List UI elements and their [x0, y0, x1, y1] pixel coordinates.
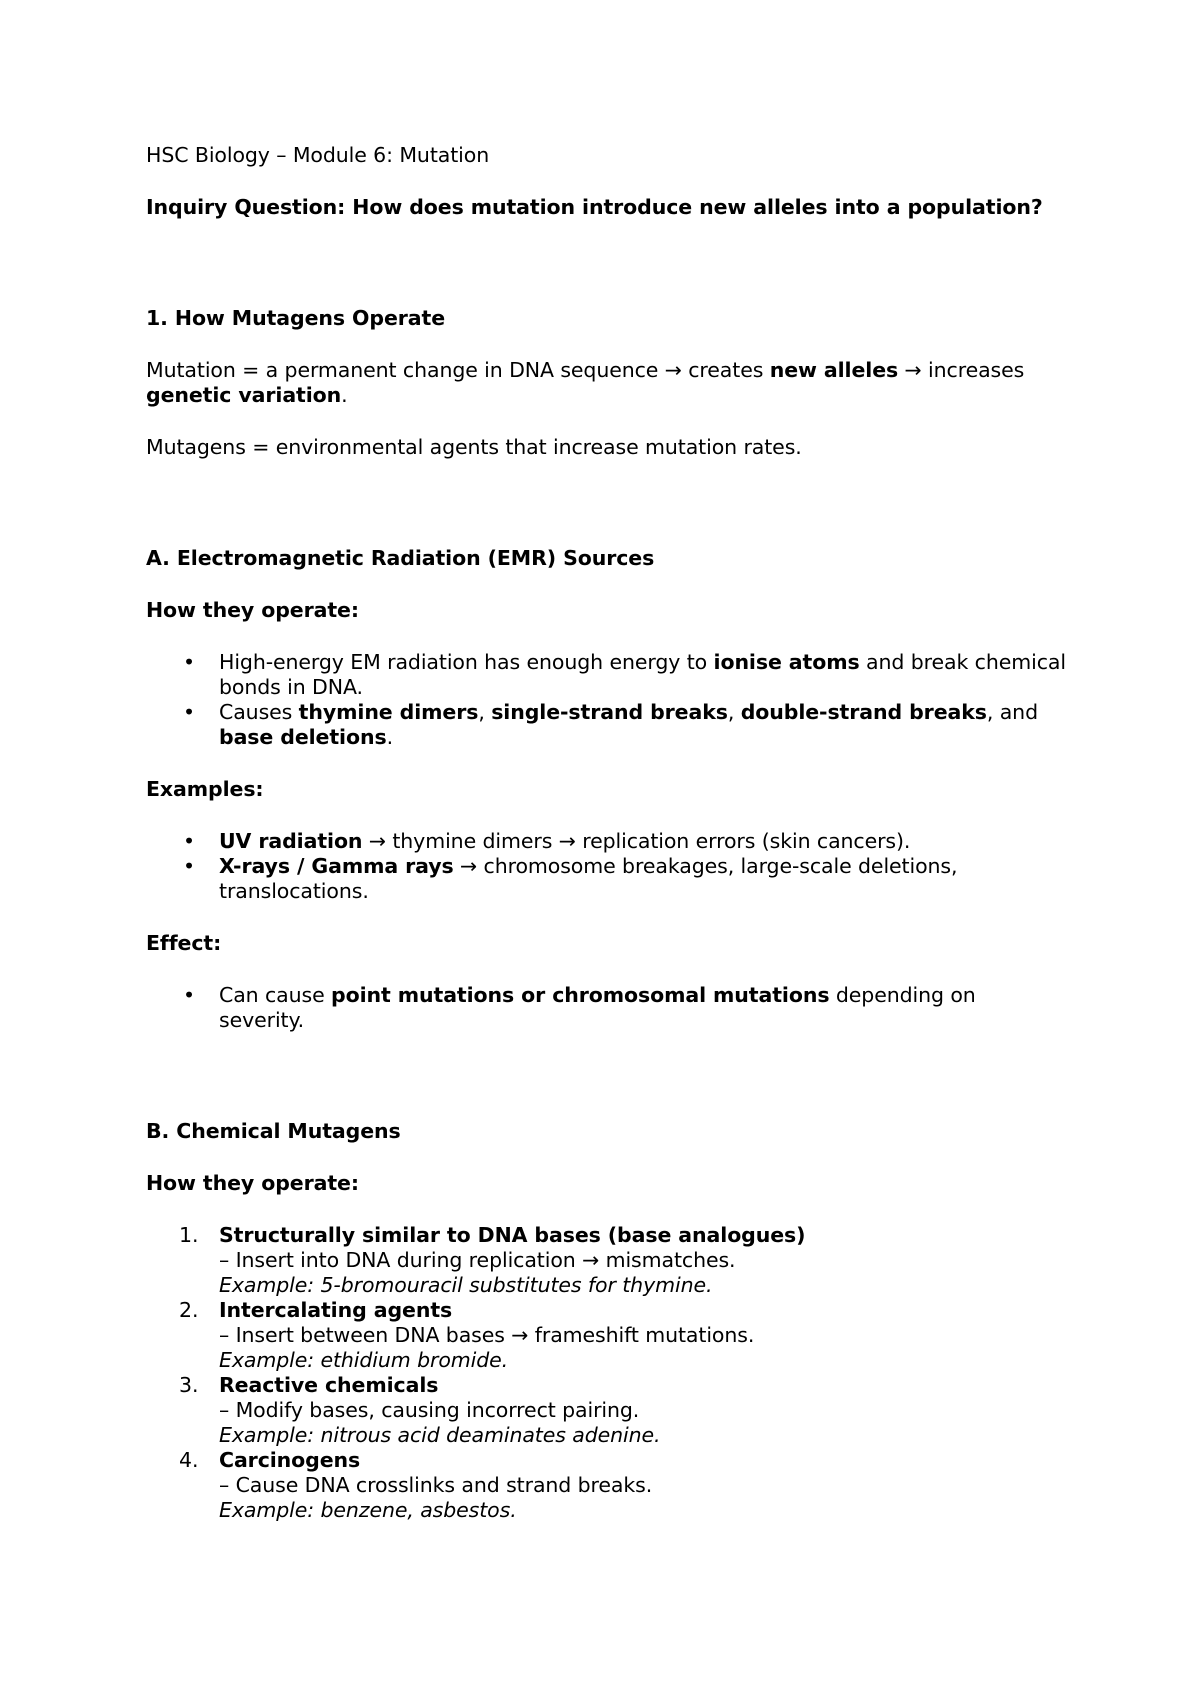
list-item-text: High-energy EM radiation has enough energy to — [219, 650, 714, 674]
list-item-desc: – Insert into DNA during replication → mismatches. — [219, 1248, 736, 1272]
list-item-text: , — [478, 700, 492, 724]
emr-examples-heading: Examples: — [146, 777, 264, 801]
section-heading-emr: A. Electromagnetic Radiation (EMR) Sources — [146, 546, 655, 570]
emr-effect-list — [146, 983, 1066, 1033]
chemical-list — [146, 1223, 1066, 1523]
section-heading-chemical: B. Chemical Mutagens — [146, 1119, 401, 1143]
list-item-example: Example: nitrous acid deaminates adenine. — [219, 1423, 661, 1447]
list-item-title: Structurally similar to DNA bases (base analogues) — [219, 1223, 806, 1247]
list-item-desc: – Insert between DNA bases → frameshift mutations. — [219, 1323, 755, 1347]
list-item-bold: point mutations or chromosomal mutations — [331, 983, 830, 1007]
list-item-bold: double-strand breaks — [740, 700, 987, 724]
list-item — [179, 1448, 1066, 1523]
list-number: 2. — [179, 1298, 199, 1322]
list-item-text: , — [727, 700, 741, 724]
list-item-text: → thymine dimers → replication errors (skin cancers). — [362, 829, 911, 853]
list-item-bold: thymine dimers — [298, 700, 479, 724]
list-item-text: Causes — [219, 700, 299, 724]
list-item-example: Example: benzene, asbestos. — [219, 1498, 517, 1522]
mutation-def-text: → increases — [898, 358, 1025, 382]
list-item-example: Example: ethidium bromide. — [219, 1348, 509, 1372]
mutation-def-bold: genetic variation — [146, 383, 342, 407]
list-item-text: and break chemical bonds in DNA. — [219, 650, 1066, 699]
mutagens-definition: Mutagens = environmental agents that increase mutation rates. — [146, 435, 802, 459]
list-item — [219, 829, 1066, 854]
list-number: 4. — [179, 1448, 199, 1472]
list-item — [179, 1373, 1066, 1448]
mutation-def-text: Mutation = a permanent change in DNA sequence → creates — [146, 358, 770, 382]
list-item-text: Can cause — [219, 983, 332, 1007]
document-page — [146, 143, 1066, 1523]
list-item-desc: – Modify bases, causing incorrect pairing. — [219, 1398, 640, 1422]
list-item — [219, 854, 1066, 904]
list-item-bold: X-rays / Gamma rays — [219, 854, 454, 878]
list-item-text: , and — [986, 700, 1038, 724]
list-item-text: → chromosome breakages, large-scale deletions, translocations. — [219, 854, 958, 903]
list-item — [179, 1223, 1066, 1298]
list-item-text: . — [386, 725, 393, 749]
chemical-how-heading: How they operate: — [146, 1171, 359, 1195]
list-item-bold: single-strand breaks — [491, 700, 728, 724]
list-item-bold: ionise atoms — [713, 650, 860, 674]
list-item — [179, 1298, 1066, 1373]
list-item — [219, 700, 1066, 750]
list-item-example: Example: 5-bromouracil substitutes for thymine. — [219, 1273, 713, 1297]
list-item-desc: – Cause DNA crosslinks and strand breaks. — [219, 1473, 653, 1497]
list-item-title: Intercalating agents — [219, 1298, 453, 1322]
emr-how-heading: How they operate: — [146, 598, 359, 622]
mutation-def-bold: new alleles — [769, 358, 899, 382]
emr-how-list — [146, 650, 1066, 750]
list-item — [219, 983, 1066, 1033]
list-item-bold: base deletions — [219, 725, 387, 749]
list-item-text: depending on severity. — [219, 983, 976, 1032]
list-item — [219, 650, 1066, 700]
mutation-definition — [146, 358, 1066, 408]
mutation-def-text: . — [341, 383, 348, 407]
section-heading-mutagens-operate: 1. How Mutagens Operate — [146, 306, 445, 330]
list-item-title: Carcinogens — [219, 1448, 361, 1472]
list-number: 1. — [179, 1223, 199, 1247]
list-item-bold: UV radiation — [219, 829, 363, 853]
emr-effect-heading: Effect: — [146, 931, 222, 955]
emr-examples-list — [146, 829, 1066, 904]
document-title: HSC Biology – Module 6: Mutation — [146, 143, 490, 167]
list-number: 3. — [179, 1373, 199, 1397]
list-item-title: Reactive chemicals — [219, 1373, 439, 1397]
inquiry-question: Inquiry Question: How does mutation introduce new alleles into a population? — [146, 195, 1043, 219]
